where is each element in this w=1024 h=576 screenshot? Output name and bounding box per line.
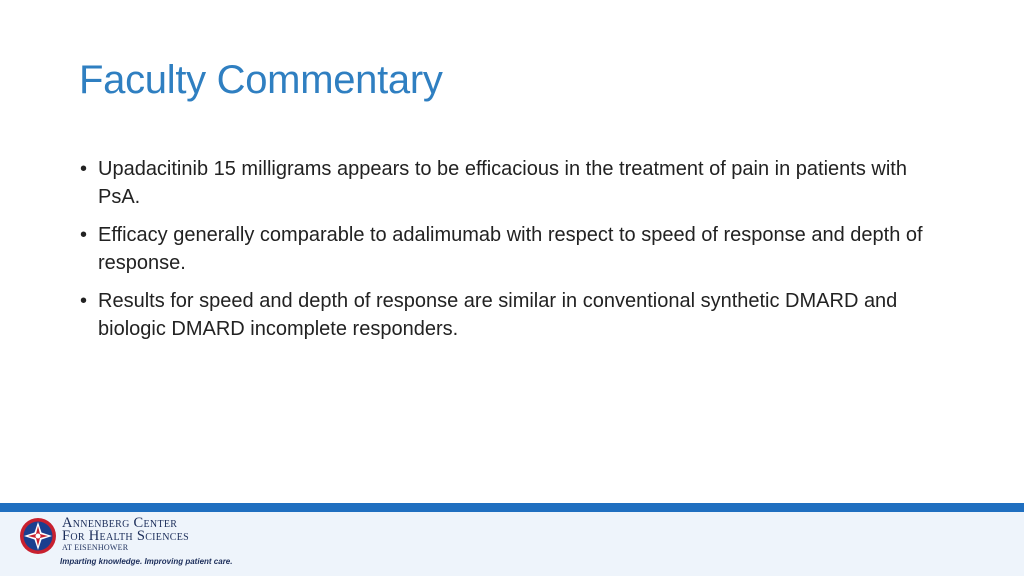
logo-line-2: For Health Sciences bbox=[62, 528, 189, 544]
bullet-item bbox=[78, 287, 948, 343]
bullet-dot-icon: • bbox=[80, 290, 88, 312]
footer-band bbox=[0, 503, 1024, 512]
annenberg-logo bbox=[18, 516, 318, 572]
bullet-item bbox=[78, 221, 948, 277]
logo-line-3: AT EISENHOWER bbox=[62, 543, 129, 552]
star-cross-emblem-icon bbox=[18, 516, 58, 556]
bullet-item bbox=[78, 155, 948, 211]
logo-wordmark bbox=[62, 517, 189, 552]
logo-line-1: Annenberg Center bbox=[62, 515, 178, 531]
bullet-text: Efficacy generally comparable to adalimumab with respect to speed of response and depth of response. bbox=[98, 224, 923, 274]
bullet-list bbox=[78, 155, 948, 353]
slide-title: Faculty Commentary bbox=[79, 58, 443, 102]
bullet-dot-icon: • bbox=[80, 224, 88, 246]
logo-tagline: Imparting knowledge. Improving patient care. bbox=[60, 557, 233, 566]
bullet-dot-icon: • bbox=[80, 158, 88, 180]
bullet-text: Upadacitinib 15 milligrams appears to be efficacious in the treatment of pain in patients with PsA. bbox=[98, 158, 907, 208]
bullet-text: Results for speed and depth of response are similar in conventional synthetic DMARD and biologic DMARD incomplete responders. bbox=[98, 290, 898, 340]
